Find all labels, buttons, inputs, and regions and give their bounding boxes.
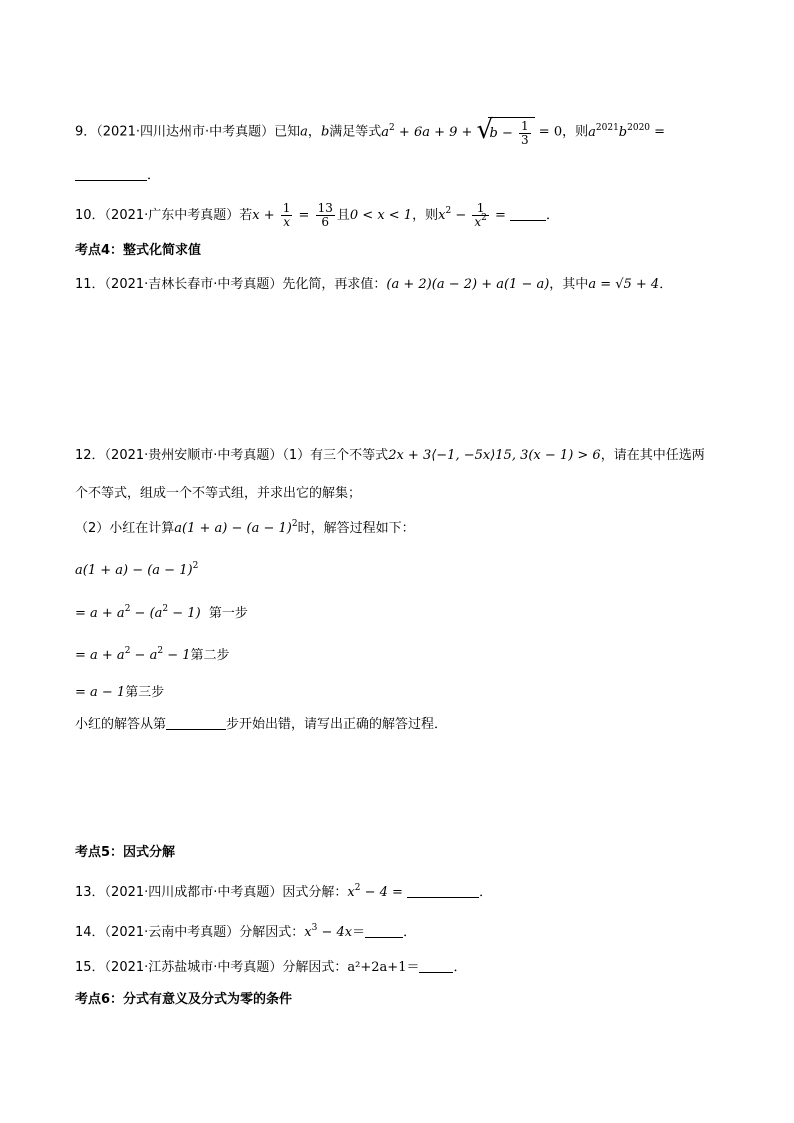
q12-expression: $a(1 + a) - (a - 1)^2$ (174, 519, 298, 536)
q10-source: （2021·广东中考真题） (104, 208, 240, 223)
q11-value: a = √5 + 4 (588, 277, 660, 292)
q13-number: 13． (75, 885, 105, 900)
q13-answer-blank[interactable] (407, 885, 479, 898)
q12-work-line-2: = $a + a^2 - a^2 - 1$第二步 (75, 646, 230, 663)
q12-inequalities: 2x + 3⟨−1, −5x⟩15, 3(x − 1) > 6 (388, 448, 601, 463)
q15-expression: a²+2a+1＝ (347, 960, 420, 975)
q11-source: （2021·吉林长春市·中考真题） (104, 277, 283, 292)
question-12: 12．（2021·贵州安顺市·中考真题）（1）有三个不等式2x + 3⟨−1, −5x⟩15, 3(x − 1) > 6，请在其中任选两 (75, 448, 705, 463)
q12-number: 12． (75, 448, 105, 463)
q9-source: （2021·四川达州市·中考真题） (96, 124, 275, 140)
q15-number: 15． (75, 960, 105, 975)
question-14: 14．（2021·云南中考真题）分解因式：$x^3 - 4x=$ ． (75, 923, 417, 940)
q12-work-line-1: = $a + a^2 - (a^2 - 1)$ 第一步 (75, 604, 248, 621)
q10-equation: x + (252, 208, 279, 223)
q9-answer-blank[interactable] (75, 168, 147, 181)
q12-part2: （2）小红在计算$a(1 + a) - (a - 1)^2$时，解答过程如下： (75, 519, 415, 536)
q12-source: （2021·贵州安顺市·中考真题） (104, 448, 283, 463)
q9-expression: $a^{2021}b^{2020}$ (588, 122, 651, 140)
section-heading-kp6: 考点6：分式有意义及分式为零的条件 (75, 992, 293, 1007)
section-heading-kp5: 考点5：因式分解 (75, 845, 176, 860)
q12-conclusion: 小红的解答从第 步开始出错，请写出正确的解答过程． (75, 717, 448, 732)
question-11: 11．（2021·吉林长春市·中考真题）先化简，再求值：(a + 2)(a − 2) + a(1 − a)，其中a = √5 + 4． (75, 277, 673, 292)
q9-sqrt: √ b − $\frac{1}{3}$ (477, 117, 535, 147)
q9-equation: $a^2 + 6a + 9$ + (381, 122, 477, 140)
q9-text: 已知 (274, 124, 301, 140)
q9-number: 9． (75, 124, 97, 140)
section-heading-kp4: 考点4：整式化简求值 (75, 243, 202, 258)
q14-number: 14． (75, 925, 105, 940)
q13-source: （2021·四川成都市·中考真题） (104, 885, 283, 900)
q9-answer-line: ． (75, 166, 160, 186)
q11-number: 11． (75, 277, 105, 292)
q12-part1-line2: 个不等式，组成一个不等式组，并求出它的解集； (75, 486, 362, 501)
q11-expression: (a + 2)(a − 2) + a(1 − a) (386, 277, 550, 292)
q12-work-line-3: = a − 1第三步 (75, 685, 165, 700)
question-13: 13．（2021·四川成都市·中考真题）因式分解：$x^2 - 4$ = ． (75, 883, 493, 900)
q15-source: （2021·江苏盐城市·中考真题） (104, 960, 283, 975)
question-10: 10．（2021·广东中考真题）若x + $\frac{1}{x}$ = $\frac{13}{6}$ 且0 < x < 1，则$x^2$ − $\frac{1}{x^2}$ = ． (75, 201, 560, 229)
q15-answer-blank[interactable] (419, 960, 453, 973)
q10-number: 10． (75, 208, 105, 223)
q14-answer-blank[interactable] (365, 925, 403, 938)
q12-answer-blank[interactable] (166, 717, 226, 730)
q12-work-line-0: $a(1 + a) - (a - 1)^2$ (75, 561, 199, 578)
q14-source: （2021·云南中考真题） (104, 925, 240, 940)
question-9: 9．（2021·四川达州市·中考真题）已知a，b满足等式$a^2 + 6a + 9$ + √ b − $\frac{1}{3}$ = 0，则$a^{2021}b^{2020}$ = (75, 115, 666, 147)
question-15: 15．（2021·江苏盐城市·中考真题）分解因式：a²+2a+1＝ ． (75, 960, 467, 975)
q10-answer-blank[interactable] (510, 208, 546, 221)
